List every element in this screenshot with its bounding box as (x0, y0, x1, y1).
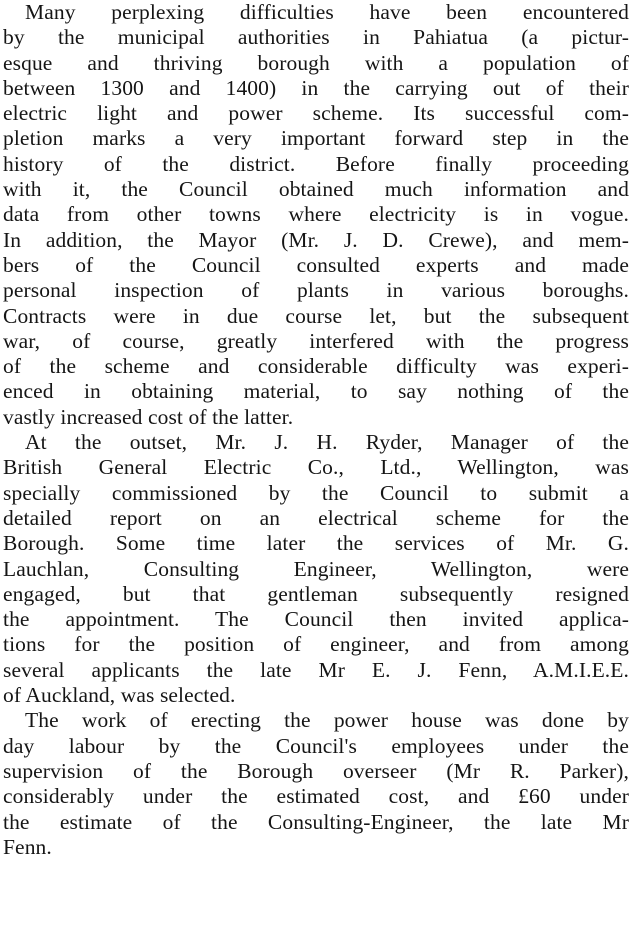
text-line: The work of erecting the power house was done by (25, 708, 629, 733)
text-line: between 1300 and 1400) in the carrying out of their (3, 75, 629, 100)
text-line: British General Electric Co., Ltd., Wellington, was (3, 455, 629, 480)
text-line: Contracts were in due course let, but the subsequent (3, 303, 629, 328)
text-line: of the scheme and considerable difficulty was experi- (3, 354, 629, 379)
text-line: personal inspection of plants in various boroughs. (3, 278, 629, 303)
text-line: with it, the Council obtained much information and (3, 177, 629, 202)
text-line: Borough. Some time later the services of Mr. G. (3, 531, 629, 556)
text-line: history of the district. Before finally proceeding (3, 151, 629, 176)
text-line: specially commissioned by the Council to submit a (3, 480, 629, 505)
text-line: esque and thriving borough with a population of (3, 50, 629, 75)
text-line: of Auckland, was selected. (3, 683, 236, 708)
paragraph-3 (3, 708, 629, 860)
text-line: detailed report on an electrical scheme for the (3, 505, 629, 530)
text-line: data from other towns where electricity is in vogue. (3, 202, 629, 227)
text-line: day labour by the Council's employees under the (3, 733, 629, 758)
text-line: pletion marks a very important forward step in the (3, 126, 629, 151)
text-line: In addition, the Mayor (Mr. J. D. Crewe), and mem- (3, 227, 629, 252)
text-line: electric light and power scheme. Its successful com- (3, 101, 629, 126)
paragraph-2 (3, 430, 629, 708)
text-line: by the municipal authorities in Pahiatua (a pictur- (3, 25, 629, 50)
text-line: enced in obtaining material, to say nothing of the (3, 379, 629, 404)
text-line: considerably under the estimated cost, and £60 under (3, 784, 629, 809)
text-line: the appointment. The Council then invited applica- (3, 607, 629, 632)
text-line: Lauchlan, Consulting Engineer, Wellington, were (3, 556, 629, 581)
text-line: the estimate of the Consulting-Engineer, the late Mr (3, 809, 629, 834)
text-line: tions for the position of engineer, and from among (3, 632, 629, 657)
text-line: engaged, but that gentleman subsequently resigned (3, 581, 629, 606)
text-line: supervision of the Borough overseer (Mr R. Parker), (3, 758, 629, 783)
text-line: Fenn. (3, 834, 52, 859)
text-line: Many perplexing difficulties have been encountered (25, 0, 629, 24)
text-line: war, of course, greatly interfered with the progress (3, 328, 629, 353)
text-line: bers of the Council consulted experts and made (3, 252, 629, 277)
paragraph-1 (3, 0, 629, 430)
text-line: vastly increased cost of the latter. (3, 404, 294, 429)
text-line: several applicants the late Mr E. J. Fenn, A.M.I.E.E. (3, 657, 629, 682)
text-line: At the outset, Mr. J. H. Ryder, Manager of the (25, 430, 629, 455)
article-text (3, 0, 629, 860)
